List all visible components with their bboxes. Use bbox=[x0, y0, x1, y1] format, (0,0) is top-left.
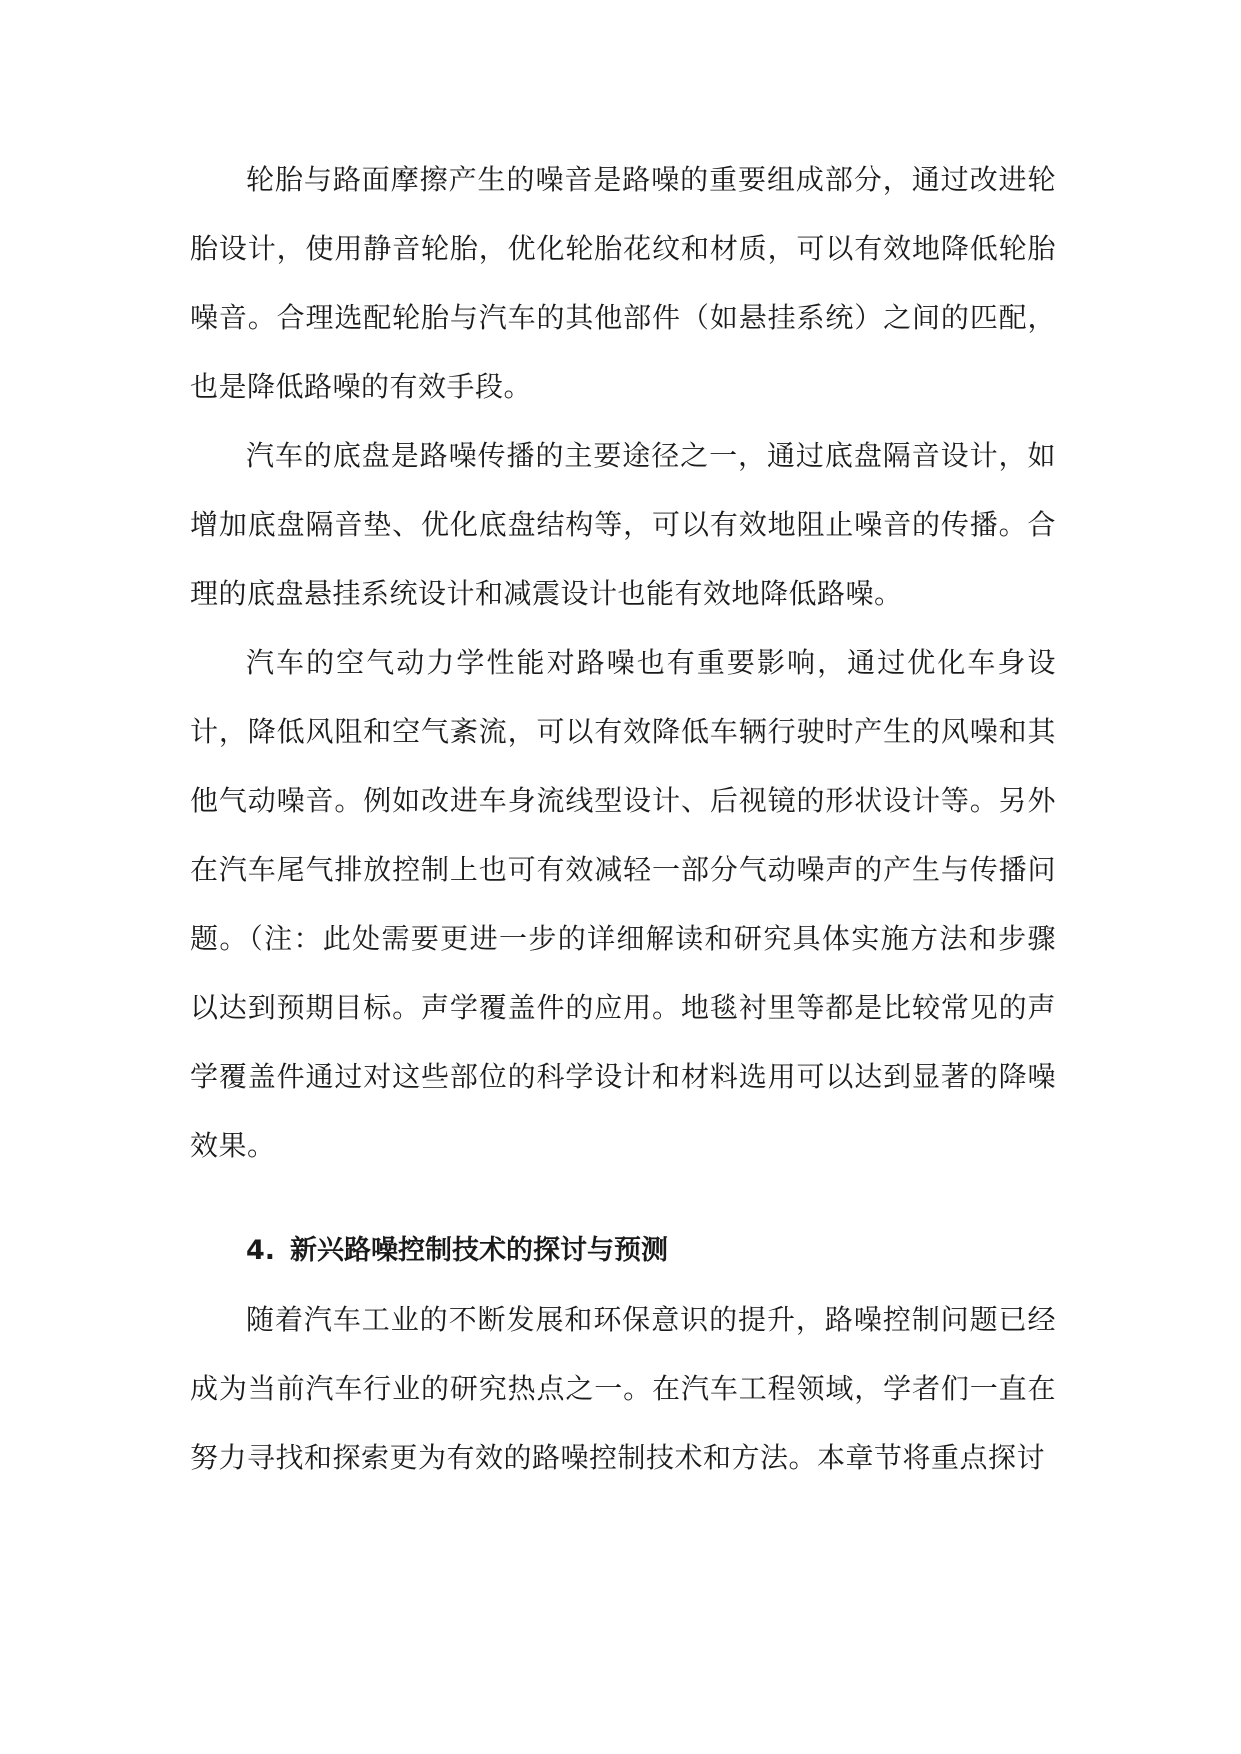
paragraph-aerodynamics-noise: 汽车的空气动力学性能对路噪也有重要影响，通过优化车身设计，降低风阻和空气紊流，可以有效降低车辆行驶时产生的风噪和其他气动噪音。例如改进车身流线型设计、后视镜的形状设计等。另外在汽车尾气排放控制上也可有效减轻一部分气动噪声的产生与传播问题。（注：此处需要更进一步的详细解读和研究具体实施方法和步骤以达到预期目标。声学覆盖件的应用。地毯衬里等都是比较常见的声学覆盖件通过对这些部位的科学设计和材料选用可以达到显著的降噪效果。 bbox=[190, 646, 1056, 1162]
paragraph-chassis-noise: 汽车的底盘是路噪传播的主要途径之一，通过底盘隔音设计，如增加底盘隔音垫、优化底盘结构等，可以有效地阻止噪音的传播。合理的底盘悬挂系统设计和减震设计也能有效地降低路噪。 bbox=[190, 439, 1056, 610]
document-body bbox=[190, 145, 1056, 1492]
paragraph-tire-noise: 轮胎与路面摩擦产生的噪音是路噪的重要组成部分，通过改进轮胎设计，使用静音轮胎，优化轮胎花纹和材质，可以有效地降低轮胎噪音。合理选配轮胎与汽车的其他部件（如悬挂系统）之间的匹配，也是降低路噪的有效手段。 bbox=[190, 163, 1056, 403]
section-title: 新兴路噪控制技术的探讨与预测 bbox=[290, 1235, 668, 1266]
section-number: 4. bbox=[246, 1235, 276, 1266]
paragraph-section-intro: 随着汽车工业的不断发展和环保意识的提升，路噪控制问题已经成为当前汽车行业的研究热点之一。在汽车工程领域，学者们一直在努力寻找和探索更为有效的路噪控制技术和方法。本章节将重点探讨 bbox=[190, 1303, 1056, 1474]
section-heading bbox=[190, 1216, 1056, 1285]
